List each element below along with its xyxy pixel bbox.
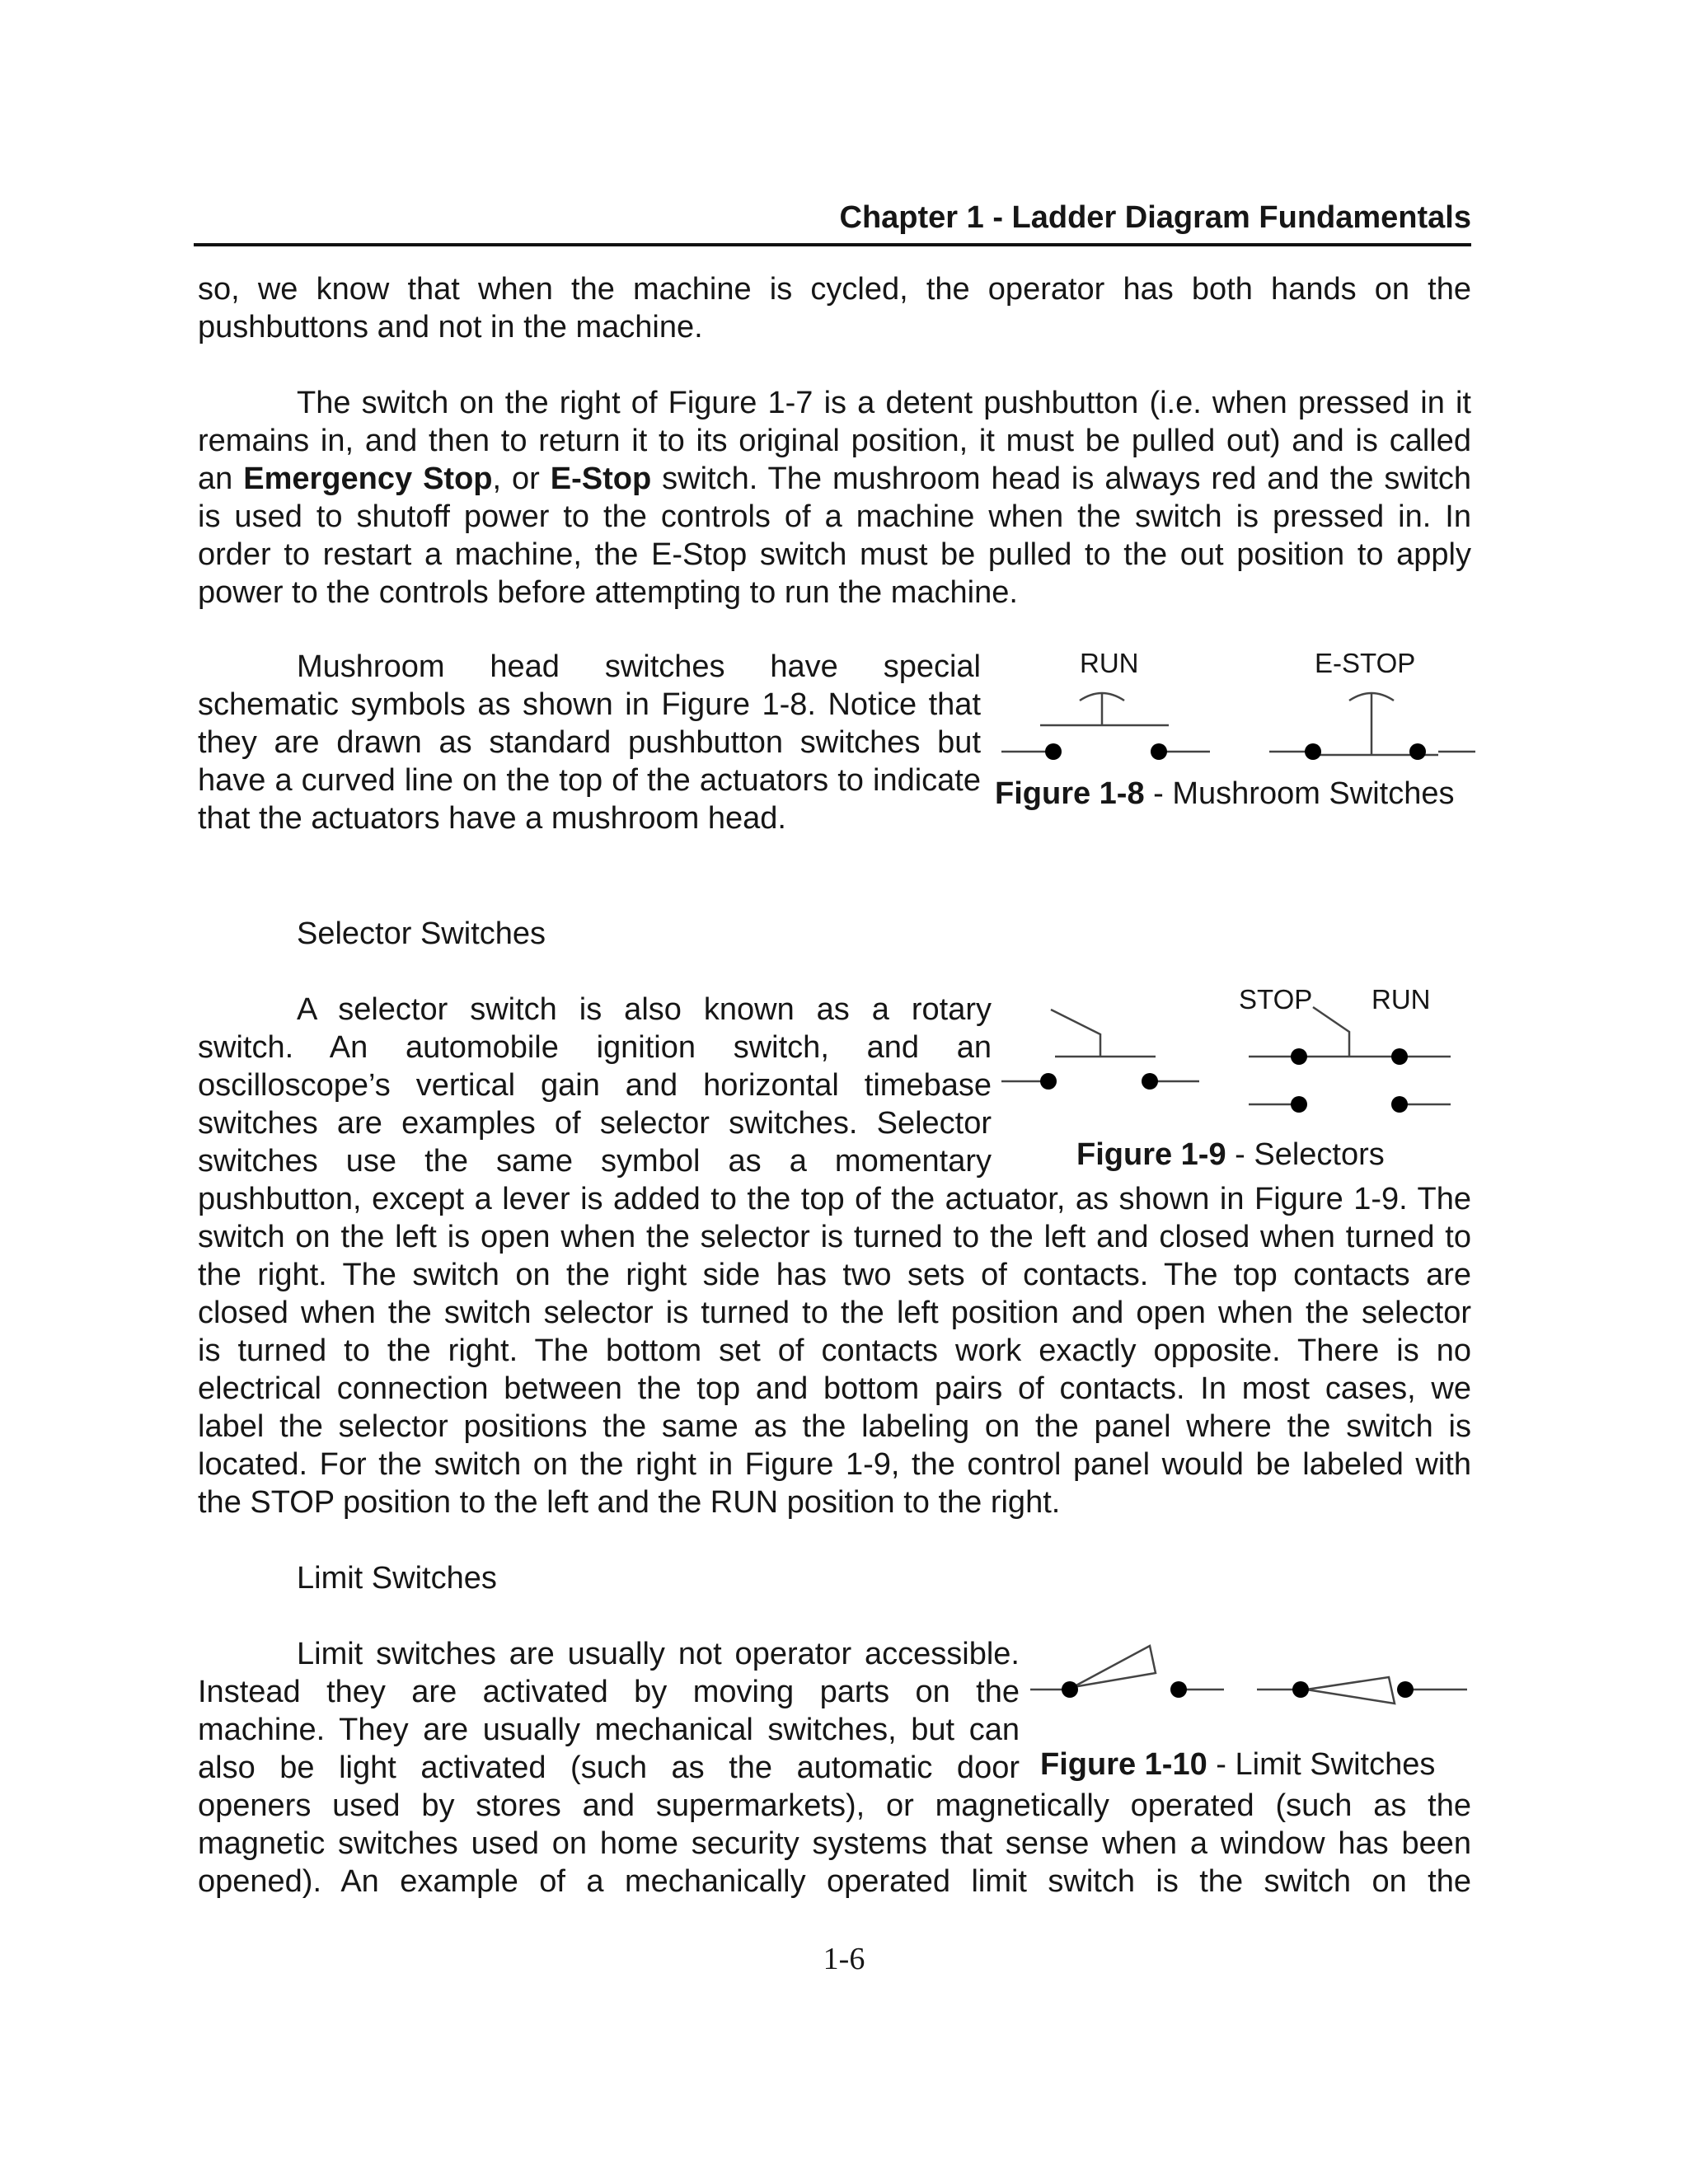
selector-line-6: pushbutton, except a lever is added to the top of the actuator, as shown in Figure 1-9. The [198, 1182, 1471, 1216]
limit-right-contact-a [1292, 1681, 1309, 1698]
selector-run-label: RUN [1372, 984, 1431, 1015]
selector-line-4: switches are examples of selector switches. Selector [198, 1106, 992, 1141]
limit-line-4: also be light activated (such as the automatic door [198, 1750, 1020, 1785]
estop-line-4: is used to shutoff power to the controls of a machine when the switch is pressed in. In [198, 499, 1471, 534]
text-run: an [198, 462, 244, 496]
right-selector-bottom-contact-left [1291, 1096, 1307, 1113]
selector-line-7: switch on the left is open when the selector is turned to the left and closed when turned to [198, 1220, 1471, 1254]
right-selector-top-contact-left [1291, 1048, 1307, 1065]
run-contact-left [1045, 743, 1062, 760]
left-selector-contact-right [1142, 1073, 1158, 1090]
estop-line-2: remains in, and then to return it to its original position, it must be pulled out) and is called [198, 424, 1471, 458]
chapter-header [194, 194, 1471, 246]
mushroom-line-5: that the actuators have a mushroom head. [198, 801, 786, 836]
selector-line-10: is turned to the right. The bottom set of contacts work exactly opposite. There is no [198, 1333, 1471, 1368]
left-selector-contact-left [1040, 1073, 1057, 1090]
selector-line-12: label the selector positions the same as the labeling on the panel where the switch is [198, 1409, 1471, 1444]
estop-line-6: power to the controls before attempting to run the machine. [198, 575, 1018, 610]
right-selector-top-contact-right [1391, 1048, 1408, 1065]
figure-title: - Limit Switches [1207, 1747, 1436, 1782]
figure-number: Figure 1-10 [1040, 1747, 1207, 1782]
figure-1-8-caption [995, 776, 1455, 812]
estop-term: E-Stop [550, 462, 652, 496]
limit-left-contact-a [1062, 1681, 1078, 1698]
limit-right-actuator [1306, 1677, 1395, 1704]
run-contact-right [1151, 743, 1167, 760]
selector-line-3: oscilloscope’s vertical gain and horizontal timebase [198, 1068, 992, 1103]
text-run: switch. The mushroom head is always red and the switch [651, 462, 1472, 496]
chapter-title: Chapter 1 - Ladder Diagram Fundamentals [839, 200, 1471, 235]
limit-line-2: Instead they are activated by moving parts on the [198, 1675, 1020, 1709]
limit-left-actuator [1073, 1646, 1156, 1687]
selector-line-9: closed when the switch selector is turned to the left position and open when the selector [198, 1296, 1471, 1330]
limit-line-7: opened). An example of a mechanically operated limit switch is the switch on the [198, 1864, 1471, 1899]
selector-line-14: the STOP position to the left and the RUN position to the right. [198, 1485, 1061, 1520]
figure-number: Figure 1-9 [1076, 1137, 1226, 1172]
right-selector-bottom-contact-right [1391, 1096, 1408, 1113]
emergency-stop-term: Emergency Stop [243, 462, 493, 496]
selector-line-1: A selector switch is also known as a rotary [297, 992, 992, 1027]
limit-line-3: machine. They are usually mechanical switches, but can [198, 1713, 1020, 1747]
right-selector-lever [1313, 1007, 1349, 1057]
mushroom-line-2: schematic symbols as shown in Figure 1-8. Notice that [198, 687, 981, 722]
limit-left-contact-b [1170, 1681, 1187, 1698]
limit-right-contact-b [1397, 1681, 1414, 1698]
mushroom-line-4: have a curved line on the top of the actuators to indicate [198, 763, 981, 798]
figure-title: - Mushroom Switches [1144, 776, 1455, 811]
estop-line-3 [198, 460, 1471, 498]
selector-line-13: located. For the switch on the right in Figure 1-9, the control panel would be labeled with [198, 1447, 1471, 1482]
figure-1-9-caption [1076, 1137, 1385, 1173]
mushroom-line-3: they are drawn as standard pushbutton switches but [198, 725, 981, 760]
estop-line-1: The switch on the right of Figure 1-7 is a detent pushbutton (i.e. when pressed in it [297, 386, 1471, 420]
limit-switch-symbols [1022, 1636, 1471, 1710]
page-number: 1-6 [823, 1942, 865, 1976]
mushroom-switch-symbols [989, 676, 1484, 775]
limit-line-1: Limit switches are usually not operator accessible. [297, 1637, 1020, 1671]
limit-switches-heading: Limit Switches [297, 1561, 497, 1596]
figure-number: Figure 1-8 [995, 776, 1145, 811]
limit-line-5: openers used by stores and supermarkets), or magnetically operated (such as the [198, 1788, 1471, 1823]
estop-contact-left [1305, 743, 1321, 760]
selector-line-11: electrical connection between the top and bottom pairs of contacts. In most cases, we [198, 1371, 1471, 1406]
figure-1-10-caption [1040, 1747, 1435, 1783]
selector-line-5: switches use the same symbol as a momentary [198, 1144, 992, 1179]
estop-contact-right [1409, 743, 1426, 760]
stop-label: STOP [1239, 984, 1313, 1015]
text-run: , or [492, 462, 551, 496]
estop-line-5: order to restart a machine, the E-Stop switch must be pulled to the out position to apply [198, 537, 1471, 572]
selector-line-2: switch. An automobile ignition switch, and an [198, 1030, 992, 1065]
paragraph-continuation-line-2: pushbuttons and not in the machine. [198, 310, 703, 344]
limit-line-6: magnetic switches used on home security systems that sense when a window has been [198, 1826, 1471, 1861]
paragraph-continuation-line-1: so, we know that when the machine is cycled, the operator has both hands on the [198, 272, 1471, 307]
mushroom-line-1: Mushroom head switches have special [297, 649, 981, 684]
estop-label: E-STOP [1315, 648, 1416, 678]
figure-title: - Selectors [1226, 1137, 1385, 1172]
run-label: RUN [1080, 648, 1139, 678]
left-selector-lever [1051, 1010, 1100, 1057]
selector-switches-heading: Selector Switches [297, 916, 546, 951]
selector-line-8: the right. The switch on the right side has two sets of contacts. The top contacts are [198, 1258, 1471, 1292]
selector-switch-symbols [997, 997, 1459, 1121]
